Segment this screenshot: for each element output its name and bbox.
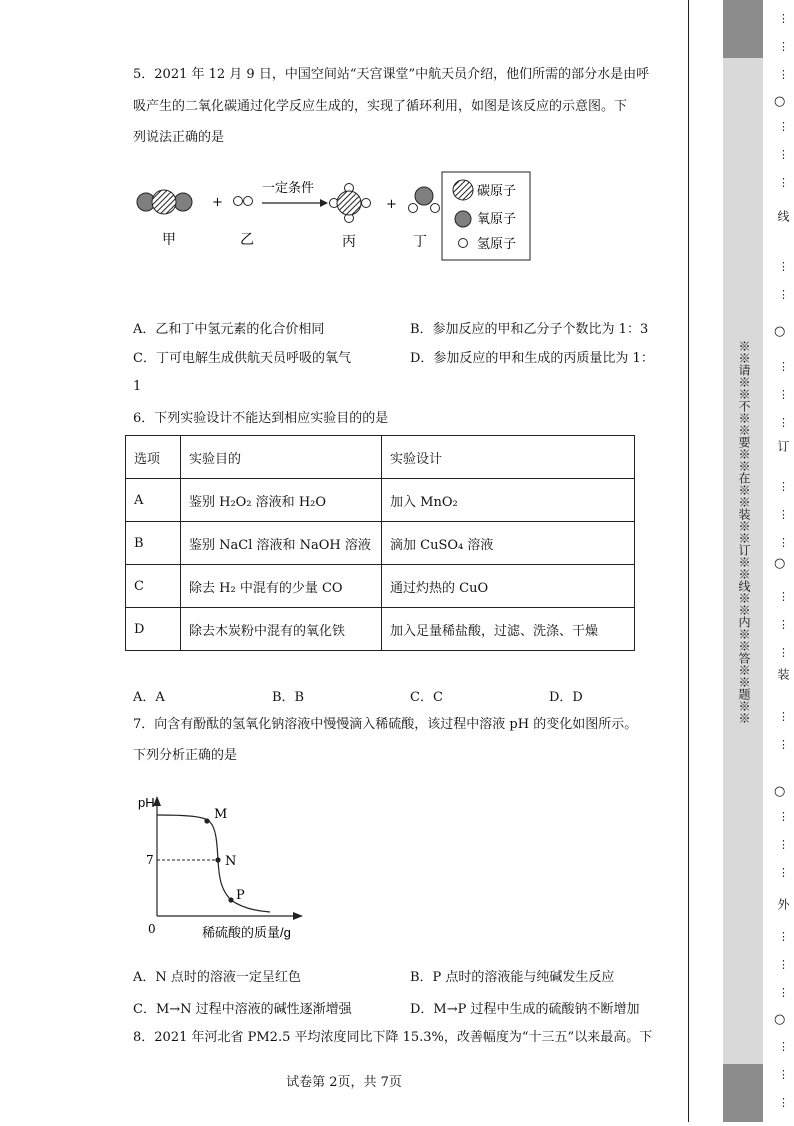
binding-border — [688, 0, 689, 1122]
svg-text:⋮: ⋮ — [778, 360, 789, 373]
legend-hydrogen: 氢原子 — [477, 237, 517, 252]
binding-warning-text: ※※请※※不※※要※※在※※装※※订※※线※※内※※答※※题※※ — [737, 340, 751, 724]
binding-dark-top — [723, 0, 763, 58]
svg-text:⋮: ⋮ — [778, 1096, 789, 1109]
svg-text:⋮: ⋮ — [778, 148, 789, 161]
svg-text:⋮: ⋮ — [778, 646, 789, 659]
q7-option-c: C．M→N 过程中溶液的碱性逐渐增强 — [133, 1002, 352, 1017]
svg-text:⋮: ⋮ — [778, 288, 789, 301]
point-m — [204, 818, 209, 823]
svg-text:⋮: ⋮ — [778, 810, 789, 823]
svg-text:⋮: ⋮ — [778, 40, 789, 53]
q6-option-c: C．C — [410, 690, 443, 705]
svg-text:⋮: ⋮ — [778, 416, 789, 429]
binding-mark-xian: 线 — [776, 210, 790, 222]
table-row — [126, 522, 635, 565]
svg-text:⋮: ⋮ — [778, 930, 789, 943]
svg-text:⋮: ⋮ — [778, 508, 789, 521]
h2o-molecule — [409, 187, 440, 213]
q6-option-d: D．D — [549, 690, 583, 705]
table-cell: 滴加 CuSO₄ 溶液 — [382, 522, 635, 565]
q5-option-d: D．参加反应的甲和生成的丙质量比为 1： — [410, 351, 654, 366]
ph7-tick: 7 — [146, 853, 154, 867]
q7-stem-line2: 下列分析正确的是 — [133, 748, 238, 763]
table-cell: 通过灼热的 CuO — [382, 565, 635, 608]
svg-text:⋮: ⋮ — [778, 958, 789, 971]
binding-mark-zhuang: 装 — [776, 668, 790, 680]
table-header: 选项 — [126, 436, 181, 479]
label-yi: 乙 — [240, 232, 254, 248]
table-header: 实验设计 — [382, 436, 635, 479]
label-n: N — [225, 854, 237, 869]
co2-molecule — [137, 190, 192, 214]
svg-text:⋮: ⋮ — [778, 986, 789, 999]
svg-text:⋮: ⋮ — [778, 120, 789, 133]
q5-option-d-cont: 1 — [133, 379, 142, 394]
q7-stem-line1: 7．向含有酚酞的氢氧化钠溶液中慢慢滴入稀硫酸，该过程中溶液 pH 的变化如图所示。 — [133, 717, 638, 732]
svg-text:⋮: ⋮ — [778, 590, 789, 603]
circle-mark: ○ — [774, 784, 786, 799]
svg-text:⋮: ⋮ — [778, 68, 789, 81]
svg-text:⋮: ⋮ — [778, 618, 789, 631]
q5-option-a: A．乙和丁中氢元素的化合价相同 — [133, 322, 325, 337]
reaction-diagram — [130, 170, 540, 265]
q5-option-c: C．丁可电解生成供航天员呼吸的氧气 — [133, 351, 351, 366]
label-bing: 丙 — [342, 234, 356, 250]
origin-label: 0 — [148, 922, 156, 936]
point-p — [228, 897, 233, 902]
table-cell: A — [126, 479, 181, 522]
table-header-row — [126, 436, 635, 479]
circle-mark: ○ — [774, 1012, 786, 1027]
table-row — [126, 565, 635, 608]
label-ding: 丁 — [413, 234, 427, 250]
label-p: P — [236, 888, 245, 903]
table-cell: C — [126, 565, 181, 608]
label-jia: 甲 — [162, 232, 176, 248]
ph-curve-graph — [130, 790, 310, 945]
svg-text:⋮: ⋮ — [778, 480, 789, 493]
svg-text:⋮: ⋮ — [778, 176, 789, 189]
svg-text:⋮: ⋮ — [778, 866, 789, 879]
q6-option-b: B．B — [272, 690, 305, 705]
svg-text:⋮: ⋮ — [778, 12, 789, 25]
table-row — [126, 479, 635, 522]
table-cell: 加入 MnO₂ — [382, 479, 635, 522]
plus-sign-1: + — [212, 195, 223, 210]
table-cell: 鉴别 NaCl 溶液和 NaOH 溶液 — [181, 522, 382, 565]
circle-mark: ○ — [774, 94, 786, 109]
table-cell: 鉴别 H₂O₂ 溶液和 H₂O — [181, 479, 382, 522]
q7-option-b: B．P 点时的溶液能与纯碱发生反应 — [410, 970, 615, 985]
q6-stem: 6．下列实验设计不能达到相应实验目的的是 — [133, 411, 389, 426]
svg-text:⋮: ⋮ — [778, 388, 789, 401]
svg-text:⋮: ⋮ — [778, 710, 789, 723]
table-cell: D — [126, 608, 181, 651]
q5-stem-line1: 5．2021 年 12 月 9 日，中国空间站“天宫课堂”中航天员介绍，他们所需的部分水是由呼 — [133, 67, 650, 82]
binding-mark-ding: 订 — [776, 440, 790, 452]
q7-option-d: D．M→P 过程中生成的硫酸钠不断增加 — [410, 1002, 640, 1017]
table-cell: 除去 H₂ 中混有的少量 CO — [181, 565, 382, 608]
h2-molecule — [234, 197, 253, 206]
experiment-table — [125, 435, 635, 651]
q6-option-a: A．A — [133, 690, 165, 705]
svg-text:⋮: ⋮ — [778, 536, 789, 549]
table-cell: B — [126, 522, 181, 565]
circle-mark: ○ — [774, 556, 786, 571]
y-axis-label: pH — [138, 795, 155, 810]
legend-carbon-swatch — [453, 180, 473, 200]
plus-sign-2: + — [386, 197, 397, 212]
legend-carbon: 碳原子 — [477, 184, 517, 199]
label-m: M — [214, 807, 228, 822]
svg-text:⋮: ⋮ — [778, 1068, 789, 1081]
point-n — [215, 857, 220, 862]
x-axis-label: 稀硫酸的质量/g — [202, 925, 291, 940]
table-cell: 加入足量稀盐酸，过滤、洗涤、干燥 — [382, 608, 635, 651]
reaction-condition: 一定条件 — [262, 181, 315, 196]
svg-text:⋮: ⋮ — [778, 738, 789, 751]
q5-stem-line2: 吸产生的二氧化碳通过化学反应生成的，实现了循环利用，如图是该反应的示意图。下 — [133, 99, 628, 114]
page-footer: 试卷第 2页，共 7页 — [286, 1075, 402, 1090]
svg-text:⋮: ⋮ — [778, 260, 789, 273]
legend-oxygen: 氧原子 — [477, 212, 517, 227]
binding-mark-wai: 外 — [776, 898, 790, 910]
table-cell: 除去木炭粉中混有的氧化铁 — [181, 608, 382, 651]
legend-hydrogen-swatch — [459, 239, 468, 248]
table-header: 实验目的 — [181, 436, 382, 479]
table-row — [126, 608, 635, 651]
binding-dark-bottom — [723, 1064, 763, 1122]
q8-stem-line1: 8．2021 年河北省 PM2.5 平均浓度同比下降 15.3%，改善幅度为“十三五”以来最高。下 — [133, 1030, 653, 1045]
ph-curve — [157, 815, 270, 912]
ch4-molecule — [330, 184, 371, 223]
q7-option-a: A．N 点时的溶液一定呈红色 — [133, 970, 301, 985]
q5-stem-line3: 列说法正确的是 — [133, 130, 225, 145]
circle-mark: ○ — [774, 324, 786, 339]
svg-text:⋮: ⋮ — [778, 838, 789, 851]
svg-text:⋮: ⋮ — [778, 1040, 789, 1053]
legend-oxygen-swatch — [455, 211, 471, 227]
q5-option-b: B．参加反应的甲和乙分子个数比为 1：3 — [410, 322, 649, 337]
